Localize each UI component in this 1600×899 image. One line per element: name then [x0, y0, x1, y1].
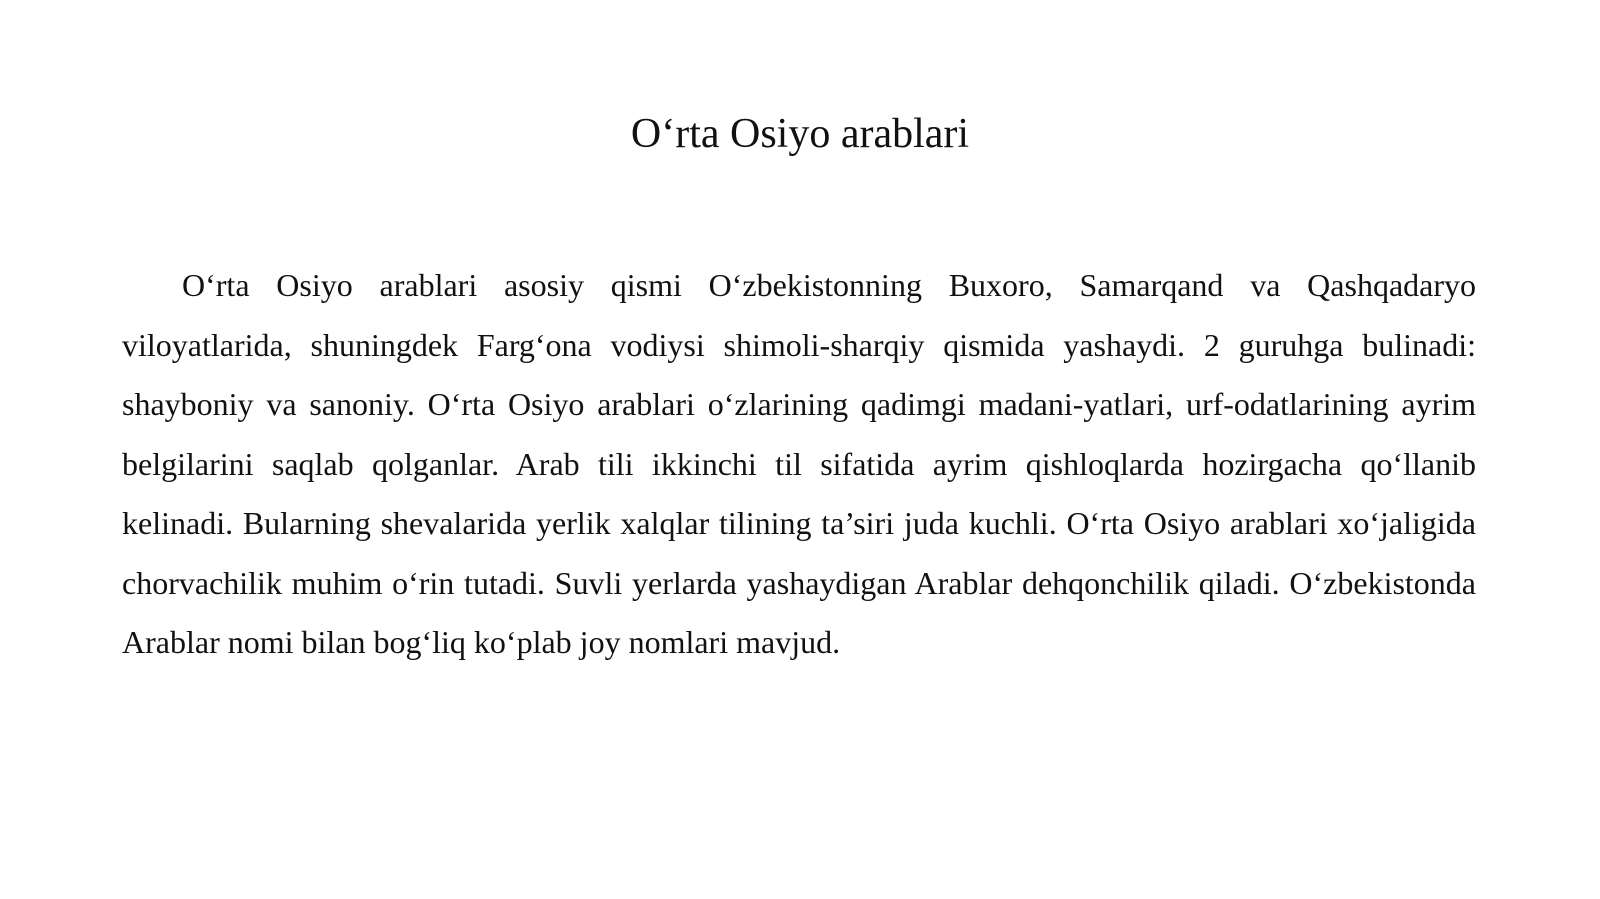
- slide-body-paragraph: O‘rta Osiyo arablari asosiy qismi O‘zbekistonning Buxoro, Samarqand va Qashqadaryo viloyatlarida, shuningdek Farg‘ona vodiysi shimoli-sharqiy qismida yashaydi. 2 guruhga bulinadi: shayboniy va sanoniy. O‘rta Osiyo arablari o‘zlarining qadimgi madani-yatlari, urf-odatlarining ayrim belgilarini saqlab qolganlar. Arab tili ikkinchi til sifatida ayrim qishloqlarda hozirgacha qo‘llanib kelinadi. Bularning shevalarida yerlik xalqlar tilining ta’siri juda kuchli. O‘rta Osiyo arablari xo‘jaligida chorvachilik muhim o‘rin tutadi. Suvli yerlarda yashaydigan Arablar dehqonchilik qiladi. O‘zbekistonda Arablar nomi bilan bog‘liq ko‘plab joy nomlari mavjud.: [122, 267, 1476, 660]
- slide-title: O‘rta Osiyo arablari: [630, 111, 970, 157]
